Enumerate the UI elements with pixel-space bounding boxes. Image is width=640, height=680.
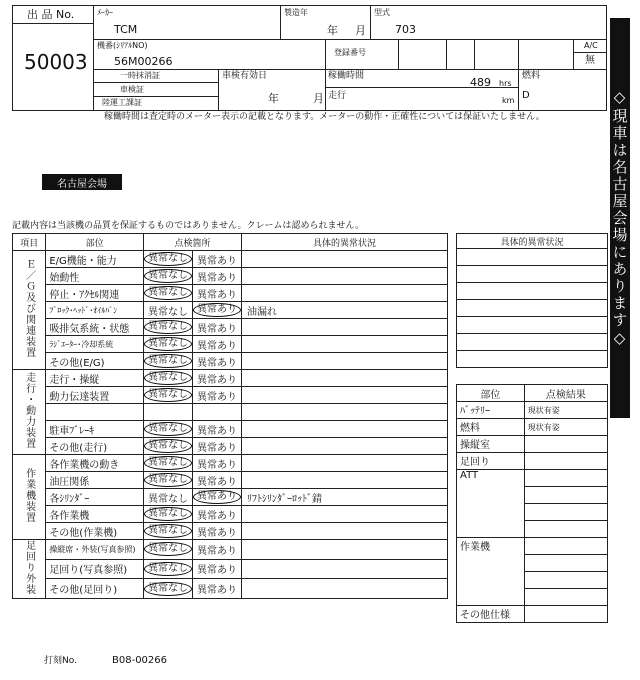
status-ng: 異常あり <box>196 374 237 386</box>
check-ng-cell <box>192 506 241 523</box>
check-ok-cell <box>143 268 192 285</box>
col-item: 項目 <box>13 234 46 251</box>
insp-valid-label: 車検有効日 <box>222 71 268 81</box>
status-ok: 異常なし <box>144 320 192 334</box>
ac-value: 無 <box>585 55 595 66</box>
result-value <box>524 521 607 538</box>
table-row <box>13 319 448 336</box>
result-row <box>457 470 608 487</box>
check-ng-cell <box>192 523 241 540</box>
check-ok-cell <box>143 472 192 489</box>
distance-unit: km <box>502 96 515 105</box>
month-unit: 月 <box>355 24 366 37</box>
check-ok-cell <box>143 523 192 540</box>
status-ng: 異常あり <box>193 490 241 504</box>
serial-label: 機番(ｼﾘｱﾙNO) <box>97 41 148 50</box>
status-ok: 異常なし <box>144 337 192 351</box>
detail-cell <box>241 540 447 560</box>
group-label-text: Ｅ／Ｇ及び関連装置 <box>23 259 35 358</box>
check-ng-cell <box>192 579 241 599</box>
result-value <box>524 555 607 572</box>
detail-cell <box>241 421 447 438</box>
detail-cell <box>241 370 447 387</box>
status-ng: 異常あり <box>196 585 237 597</box>
result-value <box>524 504 607 521</box>
table-row <box>13 302 448 319</box>
check-ok-cell <box>143 455 192 472</box>
group-label-text: 足回り外装 <box>23 540 35 595</box>
detail-cell <box>241 506 447 523</box>
result-part: 操縦室 <box>457 436 525 453</box>
stamp-value: B08-00266 <box>112 655 168 666</box>
check-ok-cell <box>143 302 192 319</box>
status-ok: 異常なし <box>144 252 192 266</box>
check-ng-cell <box>192 559 241 579</box>
table-row <box>13 523 448 540</box>
fuel-label: 燃料 <box>522 71 541 81</box>
result-value: 現状有姿 <box>524 402 607 419</box>
status-ok: 異常なし <box>144 524 192 538</box>
table-row <box>13 559 448 579</box>
distance-label: 走行 <box>328 91 347 101</box>
detail-cell <box>241 336 447 353</box>
check-ok-cell <box>143 421 192 438</box>
detail-cell <box>241 268 447 285</box>
status-ng: 異常あり <box>196 442 237 454</box>
detail-cell <box>241 353 447 370</box>
part-cell: 動力伝達装置 <box>46 387 144 404</box>
table-row <box>13 251 448 268</box>
status-ok: 異常なし <box>147 306 188 318</box>
result-part: ﾊﾞｯﾃﾘｰ <box>457 402 525 419</box>
detail-blank-row <box>457 283 608 300</box>
detail-blank-row <box>457 300 608 317</box>
year-unit: 年 <box>327 24 338 37</box>
table-row <box>13 370 448 387</box>
status-ok: 異常なし <box>147 493 188 505</box>
table-row <box>13 387 448 404</box>
detail-blank-cell <box>457 351 608 368</box>
status-ng: 異常あり <box>196 255 237 267</box>
table-row <box>13 404 448 421</box>
status-ng: 異常あり <box>196 476 237 488</box>
check-ng-cell <box>192 455 241 472</box>
part-cell: E/G機能・能力 <box>46 251 144 268</box>
group-label-text: 走行・動力装置 <box>23 372 35 449</box>
detail-cell <box>241 404 447 421</box>
result-value <box>524 436 607 453</box>
venue-badge <box>42 174 122 190</box>
result-value <box>524 538 607 555</box>
check-ng-cell <box>192 268 241 285</box>
check-ok-cell <box>143 559 192 579</box>
part-cell: 走行・操縦 <box>46 370 144 387</box>
detail-cell <box>241 472 447 489</box>
temp-permit-label: 一時抹消証 <box>120 71 160 80</box>
part-cell: 油圧関係 <box>46 472 144 489</box>
status-ng: 異常あり <box>196 323 237 335</box>
status-ng: 異常あり <box>196 545 237 557</box>
check-ok-cell <box>143 251 192 268</box>
check-ng-cell <box>192 336 241 353</box>
ac-label: A/C <box>584 41 598 50</box>
status-ok: 異常なし <box>144 507 192 521</box>
status-ok: 異常なし <box>144 422 192 436</box>
status-ok: 異常なし <box>144 473 192 487</box>
result-value <box>524 470 607 487</box>
status-ng: 異常あり <box>196 425 237 437</box>
status-ng: 異常あり <box>196 289 237 301</box>
tax-cert-label: 陸運工課証 <box>102 98 142 107</box>
right-detail-header: 具体的異常状況 <box>457 234 608 249</box>
fuel-value: D <box>522 90 530 101</box>
part-cell: ﾌﾞﾛｯｸ･ﾍｯﾄﾞ･ｵｲﾙﾊﾟﾝ <box>46 302 144 319</box>
part-cell <box>46 404 144 421</box>
result-col-result: 点検結果 <box>524 385 607 402</box>
insp-year: 年 <box>268 92 279 105</box>
venue-badge-text: 名古屋会場 <box>57 178 107 190</box>
status-ng: 異常あり <box>196 527 237 539</box>
status-ok: 異常なし <box>144 388 192 402</box>
part-cell: 各作業機の動き <box>46 455 144 472</box>
result-part: 燃料 <box>457 419 525 436</box>
detail-cell <box>241 438 447 455</box>
part-cell: その他(作業機) <box>46 523 144 540</box>
status-ok: 異常なし <box>144 582 192 596</box>
result-row <box>457 606 608 623</box>
inspection-table <box>12 233 448 599</box>
check-ng-cell <box>192 285 241 302</box>
status-ng: 異常あり <box>196 272 237 284</box>
detail-cell <box>241 579 447 599</box>
detail-blank-row <box>457 317 608 334</box>
group-label <box>13 540 46 599</box>
status-ok: 異常なし <box>144 542 192 556</box>
group-label <box>13 455 46 540</box>
result-table <box>456 384 608 623</box>
col-part: 部位 <box>46 234 144 251</box>
check-ng-cell <box>192 540 241 560</box>
check-ng-cell <box>192 472 241 489</box>
status-ok: 異常なし <box>144 354 192 368</box>
table-row <box>13 455 448 472</box>
part-cell: 停止・ｱｸｾﾙ関連 <box>46 285 144 302</box>
check-ok-cell <box>143 387 192 404</box>
detail-cell: ﾘﾌﾄｼﾘﾝﾀﾞｰﾛｯﾄﾞ錆 <box>241 489 447 506</box>
result-row <box>457 419 608 436</box>
check-ng-cell <box>192 489 241 506</box>
check-ok-cell <box>143 489 192 506</box>
serial-value: 56M00266 <box>114 55 173 68</box>
status-ng: 異常あり <box>196 340 237 352</box>
col-check: 点検箇所 <box>143 234 241 251</box>
detail-cell <box>241 319 447 336</box>
model-label: 型式 <box>374 8 390 17</box>
status-ng: 異常あり <box>196 510 237 522</box>
detail-cell <box>241 523 447 540</box>
detail-blank-cell <box>457 334 608 351</box>
check-ng-cell <box>192 438 241 455</box>
maker-label: ﾒｰｶｰ <box>97 8 113 17</box>
reg-label: 登録番号 <box>334 48 366 57</box>
status-ng: 異常あり <box>196 459 237 471</box>
table-row <box>13 268 448 285</box>
status-ok: 異常なし <box>144 562 192 576</box>
side-banner <box>610 18 630 418</box>
stamp-label: 打刻No. <box>44 656 77 666</box>
check-ng-cell <box>192 387 241 404</box>
check-ok-cell <box>143 336 192 353</box>
hours-note: 稼働時間は査定時のメーター表示の記載となります。メーターの動作・正確性については保証いたしません。 <box>104 112 545 122</box>
part-cell: 各作業機 <box>46 506 144 523</box>
check-ng-cell <box>192 251 241 268</box>
hours-value: 489 <box>470 76 491 89</box>
status-ok: 異常なし <box>144 286 192 300</box>
detail-blank-row <box>457 249 608 266</box>
check-ng-cell <box>192 421 241 438</box>
part-cell: その他(足回り) <box>46 579 144 599</box>
status-ok: 異常なし <box>144 371 192 385</box>
model-value: 703 <box>395 23 416 36</box>
check-ok-cell <box>143 370 192 387</box>
result-part: 作業機 <box>457 538 525 606</box>
check-ok-cell <box>143 319 192 336</box>
detail-blank-cell <box>457 317 608 334</box>
check-ng-cell <box>192 302 241 319</box>
part-cell: 吸排気系統・状態 <box>46 319 144 336</box>
result-value <box>524 606 607 623</box>
check-ok-cell <box>143 404 192 421</box>
detail-cell <box>241 387 447 404</box>
maker-value: TCM <box>114 23 138 36</box>
detail-blank-cell <box>457 283 608 300</box>
detail-cell <box>241 455 447 472</box>
status-ng: 異常あり <box>196 391 237 403</box>
hours-label: 稼働時間 <box>328 71 365 81</box>
check-ng-cell <box>192 370 241 387</box>
result-value <box>524 487 607 504</box>
result-value <box>524 589 607 606</box>
check-ok-cell <box>143 285 192 302</box>
result-part: 足回り <box>457 453 525 470</box>
table-row <box>13 472 448 489</box>
detail-blank-cell <box>457 266 608 283</box>
part-cell: ﾗｼﾞｴｰﾀｰ･冷却系統 <box>46 336 144 353</box>
part-cell: 始動性 <box>46 268 144 285</box>
part-cell: 駐車ﾌﾞﾚｰｷ <box>46 421 144 438</box>
detail-cell <box>241 559 447 579</box>
table-row <box>13 285 448 302</box>
result-value: 現状有姿 <box>524 419 607 436</box>
detail-blank-cell <box>457 249 608 266</box>
status-ok: 異常なし <box>144 456 192 470</box>
table-row <box>13 540 448 560</box>
table-row <box>13 421 448 438</box>
year-label: 製造年 <box>284 8 308 17</box>
check-ok-cell <box>143 438 192 455</box>
check-ok-cell <box>143 353 192 370</box>
check-ok-cell <box>143 506 192 523</box>
table-row <box>13 489 448 506</box>
detail-blank-cell <box>457 300 608 317</box>
table-row <box>13 353 448 370</box>
lot-number: 50003 <box>24 50 88 74</box>
inspection-cert-label: 車検証 <box>120 85 144 94</box>
status-ok: 異常なし <box>144 439 192 453</box>
table-row <box>13 506 448 523</box>
part-cell: その他(E/G) <box>46 353 144 370</box>
check-ng-cell <box>192 319 241 336</box>
result-row <box>457 453 608 470</box>
status-ng: 異常あり <box>193 303 241 317</box>
result-part: その他仕様 <box>457 606 525 623</box>
table-row <box>13 579 448 599</box>
result-row <box>457 538 608 555</box>
detail-blank-row <box>457 334 608 351</box>
result-col-part: 部位 <box>457 385 525 402</box>
status-ng: 異常あり <box>196 357 237 369</box>
detail-cell <box>241 285 447 302</box>
check-ok-cell <box>143 540 192 560</box>
check-ok-cell <box>143 579 192 599</box>
detail-cell <box>241 251 447 268</box>
col-detail: 具体的異常状況 <box>241 234 447 251</box>
result-value <box>524 453 607 470</box>
result-row <box>457 436 608 453</box>
insp-month: 月 <box>313 92 324 105</box>
part-cell: 足回り(写真参照) <box>46 559 144 579</box>
hours-unit: hrs <box>499 79 512 88</box>
detail-cell: 油漏れ <box>241 302 447 319</box>
right-detail-table <box>456 233 608 368</box>
table-row <box>13 438 448 455</box>
group-label <box>13 370 46 455</box>
table-row <box>13 336 448 353</box>
check-ng-cell <box>192 404 241 421</box>
group-label <box>13 251 46 370</box>
part-cell: 操縦席・外装(写真参照) <box>46 540 144 560</box>
lot-label: 出 品 No. <box>27 8 75 21</box>
check-ng-cell <box>192 353 241 370</box>
detail-blank-row <box>457 351 608 368</box>
group-label-text: 作業機装置 <box>23 468 35 523</box>
side-banner-text: ◇現車は名古屋会場にあります◇ <box>610 87 629 349</box>
disclaimer: 記載内容は当該機の品質を保証するものではありません。クレームは認められません。 <box>12 221 365 231</box>
result-part: ATT <box>457 470 525 538</box>
result-value <box>524 572 607 589</box>
status-ng: 異常あり <box>196 565 237 577</box>
detail-blank-row <box>457 266 608 283</box>
result-row <box>457 402 608 419</box>
part-cell: 各ｼﾘﾝﾀﾞｰ <box>46 489 144 506</box>
status-ok: 異常なし <box>144 269 192 283</box>
part-cell: その他(走行) <box>46 438 144 455</box>
